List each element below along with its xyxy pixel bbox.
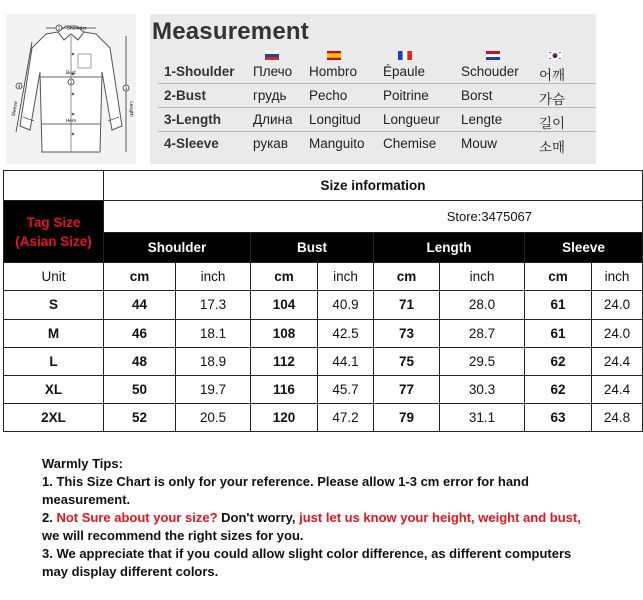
value-cell: 112 [251, 347, 318, 375]
bust-header: Bust [251, 233, 374, 263]
korean-term: 길이 [539, 116, 566, 131]
measurement-row-length [158, 109, 596, 132]
unit-inch: inch [318, 263, 374, 291]
spanish-term: Hombro [309, 64, 358, 79]
table-row [4, 291, 643, 319]
table-corner-cell [4, 171, 104, 201]
tip-2-reassurance: Don't worry, [217, 510, 300, 525]
value-cell: 50 [104, 375, 176, 403]
measurement-row-shoulder [158, 61, 596, 84]
unit-inch: inch [440, 263, 525, 291]
tip-1: 1. This Size Chart is only for your reference. Please allow 1-3 cm error for hand measurement. [42, 474, 529, 507]
value-cell: 61 [525, 319, 592, 347]
korean-term: 어깨 [539, 68, 566, 83]
measurement-row-bust [158, 85, 596, 108]
russian-term: Плечо [253, 64, 293, 79]
french-term: Épaule [383, 64, 426, 79]
value-cell: 17.3 [176, 291, 251, 319]
unit-cm: cm [374, 263, 440, 291]
value-cell: 71 [374, 291, 440, 319]
hem-diagram-label: Hem [65, 119, 77, 124]
bust-diagram-label: Bust [65, 71, 77, 76]
unit-cm: cm [104, 263, 176, 291]
table-row [4, 347, 643, 375]
size-cell: L [4, 347, 104, 375]
value-cell: 46 [104, 319, 176, 347]
tip-2-number: 2. [42, 510, 57, 525]
value-cell: 77 [374, 375, 440, 403]
size-cell: M [4, 319, 104, 347]
value-cell: 45.7 [318, 375, 374, 403]
length-header: Length [374, 233, 525, 263]
sleeve-diagram-label: Sleeve [11, 101, 20, 117]
unit-cm: cm [525, 263, 592, 291]
value-cell: 24.4 [592, 375, 643, 403]
unit-label: Unit [4, 263, 104, 291]
sleeve-header: Sleeve [525, 233, 643, 263]
value-cell: 24.0 [592, 291, 643, 319]
shoulder-diagram-label: Shoulder [66, 26, 88, 32]
warmly-tips [42, 455, 582, 581]
size-information-title: Size information [104, 171, 643, 201]
spanish-term: Pecho [309, 88, 348, 103]
spain-flag-icon [327, 51, 341, 60]
french-term: Poitrine [383, 88, 429, 103]
tip-2 [42, 509, 582, 545]
table-row [4, 319, 643, 347]
value-cell: 24.8 [592, 403, 643, 431]
tag-size-header [4, 201, 104, 263]
tip-2-request: just let us know your height, weight and bust, [299, 510, 581, 525]
value-cell: 44.1 [318, 347, 374, 375]
spanish-term: Manguito [309, 136, 365, 151]
dutch-term: Schouder [461, 64, 519, 79]
length-diagram-label: Length [128, 101, 133, 117]
measurement-label: 1-Shoulder [164, 64, 235, 79]
measurement-title: Measurement [152, 18, 309, 45]
measurement-label: 2-Bust [164, 88, 207, 103]
french-term: Longueur [383, 112, 441, 127]
value-cell: 42.5 [318, 319, 374, 347]
russia-flag-icon [265, 51, 279, 60]
unit-inch: inch [592, 263, 643, 291]
value-cell: 44 [104, 291, 176, 319]
value-cell: 63 [525, 403, 592, 431]
tag-size-label: Tag Size [26, 214, 81, 230]
spanish-term: Longitud [309, 112, 361, 127]
korean-term: 가슴 [539, 92, 566, 107]
value-cell: 75 [374, 347, 440, 375]
value-cell: 52 [104, 403, 176, 431]
korea-flag-icon [548, 51, 562, 60]
svg-text:1: 1 [57, 26, 61, 31]
value-cell: 20.5 [176, 403, 251, 431]
tip-3: 3. We appreciate that if you could allow slight color difference, as different computers may display different colors. [42, 546, 572, 579]
measurement-label: 4-Sleeve [164, 136, 219, 151]
shirt-diagram [6, 14, 136, 164]
store-id: Store:3475067 [104, 201, 643, 233]
value-cell: 47.2 [318, 403, 374, 431]
russian-term: грудь [253, 88, 287, 103]
unit-cm: cm [251, 263, 318, 291]
value-cell: 104 [251, 291, 318, 319]
value-cell: 62 [525, 375, 592, 403]
svg-text:2: 2 [69, 80, 73, 85]
value-cell: 28.0 [440, 291, 525, 319]
value-cell: 62 [525, 347, 592, 375]
asian-size-label: (Asian Size) [15, 233, 92, 249]
netherlands-flag-icon [486, 51, 500, 60]
french-term: Chemise [383, 136, 437, 151]
table-row [4, 403, 643, 431]
measurement-row-sleeve [158, 133, 596, 155]
france-flag-icon [398, 51, 412, 60]
korean-term: 소매 [539, 140, 566, 155]
measurement-section [0, 0, 600, 165]
value-cell: 116 [251, 375, 318, 403]
value-cell: 18.1 [176, 319, 251, 347]
value-cell: 24.0 [592, 319, 643, 347]
tip-2-question: Not Sure about your size? [56, 510, 218, 525]
value-cell: 29.5 [440, 347, 525, 375]
value-cell: 48 [104, 347, 176, 375]
value-cell: 73 [374, 319, 440, 347]
svg-text:4: 4 [17, 84, 21, 89]
value-cell: 79 [374, 403, 440, 431]
value-cell: 24.4 [592, 347, 643, 375]
value-cell: 40.9 [318, 291, 374, 319]
dutch-term: Borst [461, 88, 493, 103]
measurement-label: 3-Length [164, 112, 221, 127]
size-cell: S [4, 291, 104, 319]
svg-text:3: 3 [124, 86, 128, 91]
russian-term: рукав [253, 136, 288, 151]
dutch-term: Mouw [461, 136, 498, 151]
size-table [3, 170, 643, 432]
value-cell: 31.1 [440, 403, 525, 431]
value-cell: 108 [251, 319, 318, 347]
table-row [4, 375, 643, 403]
size-cell: 2XL [4, 403, 104, 431]
value-cell: 30.3 [440, 375, 525, 403]
value-cell: 61 [525, 291, 592, 319]
unit-inch: inch [176, 263, 251, 291]
shoulder-header: Shoulder [104, 233, 251, 263]
value-cell: 28.7 [440, 319, 525, 347]
value-cell: 19.7 [176, 375, 251, 403]
dutch-term: Lengte [461, 112, 503, 127]
value-cell: 120 [251, 403, 318, 431]
shirt-diagram-image [6, 14, 136, 164]
size-cell: XL [4, 375, 104, 403]
value-cell: 18.9 [176, 347, 251, 375]
russian-term: Длина [253, 112, 293, 127]
tips-heading: Warmly Tips: [42, 456, 123, 471]
tip-2-recommend: we will recommend the right sizes for you. [42, 528, 304, 543]
